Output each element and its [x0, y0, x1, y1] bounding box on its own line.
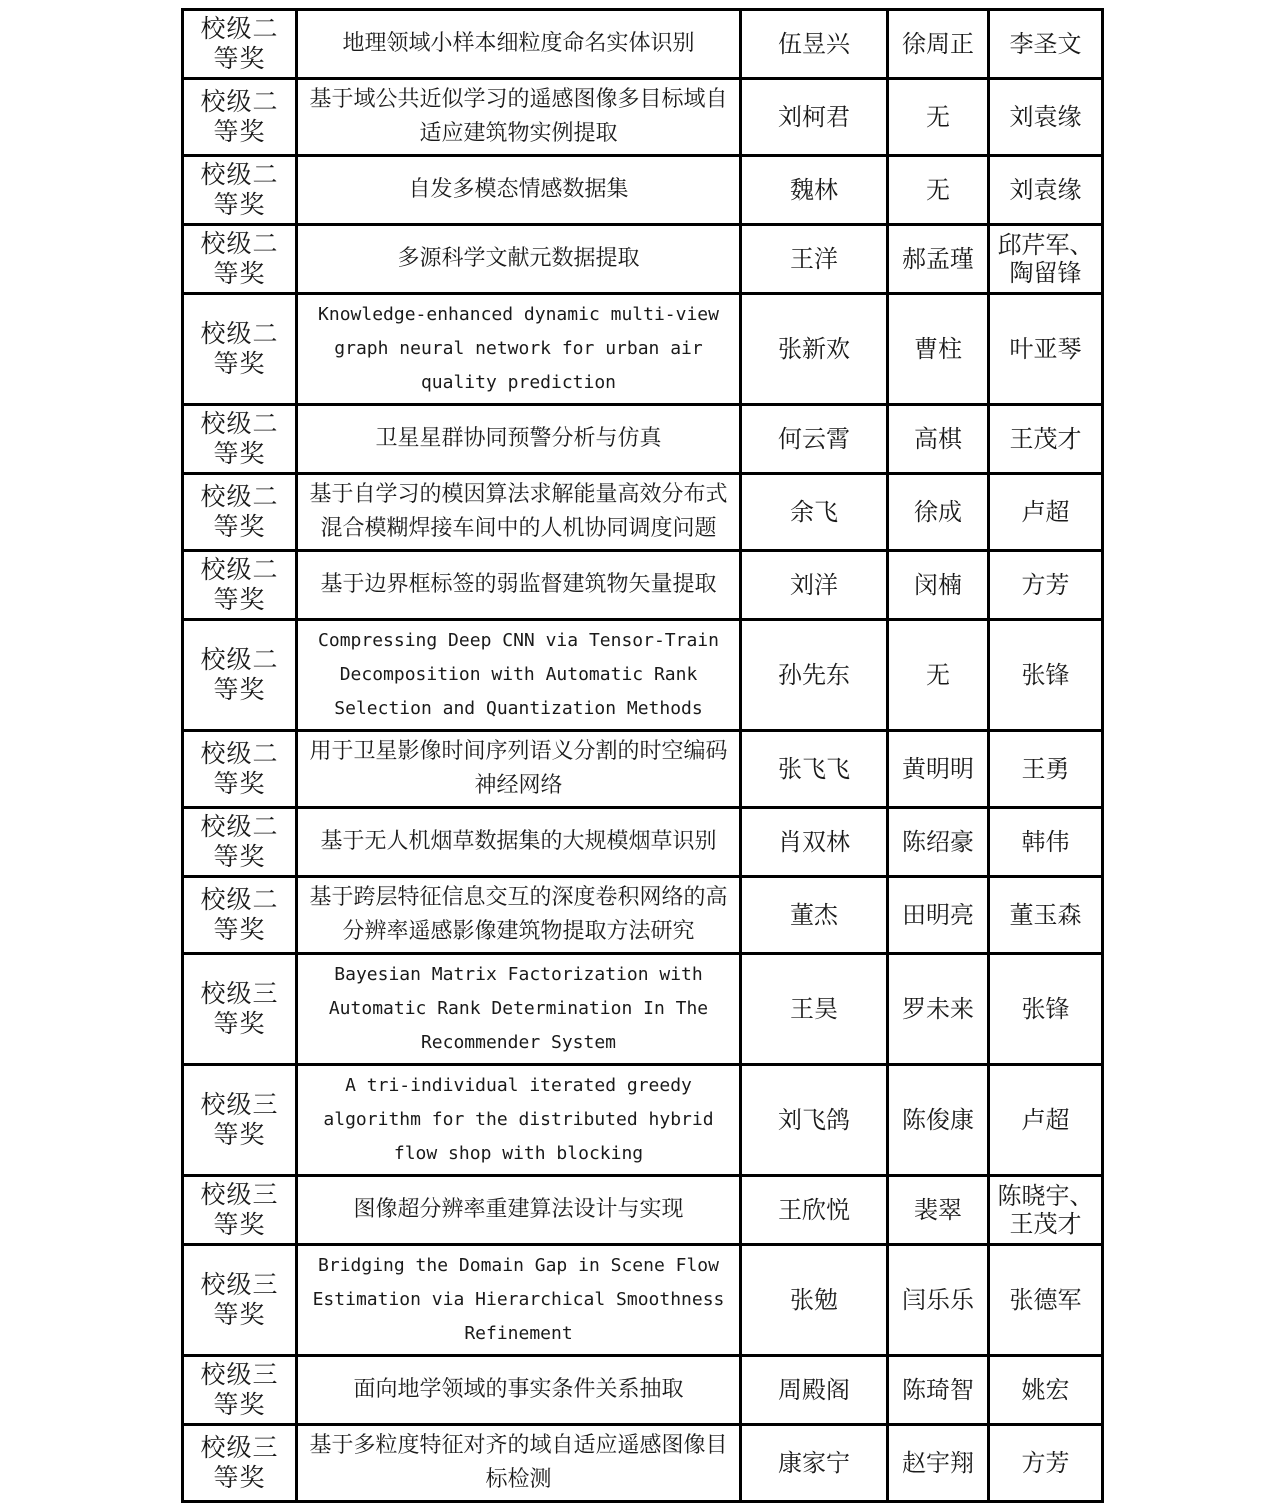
award-level-cell: 校级二等奖 [183, 156, 297, 225]
advisor-cell: 王茂才 [989, 405, 1103, 474]
table-row [183, 620, 1103, 731]
advisor-cell: 董玉森 [989, 877, 1103, 954]
thesis-title-cell: 面向地学领域的事实条件关系抽取 [297, 1356, 741, 1425]
award-level-cell: 校级二等奖 [183, 808, 297, 877]
member-cell: 赵宇翔 [888, 1425, 989, 1502]
student-cell: 周殿阁 [741, 1356, 888, 1425]
table-row [183, 79, 1103, 156]
thesis-title-cell: 基于跨层特征信息交互的深度卷积网络的高分辨率遥感影像建筑物提取方法研究 [297, 877, 741, 954]
table-row [183, 731, 1103, 808]
thesis-title-cell: 多源科学文献元数据提取 [297, 225, 741, 294]
member-cell: 徐成 [888, 474, 989, 551]
thesis-title-cell: 基于域公共近似学习的遥感图像多目标域自适应建筑物实例提取 [297, 79, 741, 156]
student-cell: 王昊 [741, 954, 888, 1065]
award-level-cell: 校级二等奖 [183, 731, 297, 808]
award-level-cell: 校级三等奖 [183, 1065, 297, 1176]
student-cell: 董杰 [741, 877, 888, 954]
thesis-title-cell: Bridging the Domain Gap in Scene Flow Estimation via Hierarchical Smoothness Refinement [297, 1245, 741, 1356]
student-cell: 王欣悦 [741, 1176, 888, 1245]
award-level-cell: 校级三等奖 [183, 1245, 297, 1356]
awards-table [181, 8, 1104, 1503]
award-level-cell: 校级二等奖 [183, 294, 297, 405]
award-level-cell: 校级二等奖 [183, 10, 297, 79]
student-cell: 张飞飞 [741, 731, 888, 808]
member-cell: 陈俊康 [888, 1065, 989, 1176]
table-row [183, 808, 1103, 877]
advisor-cell: 叶亚琴 [989, 294, 1103, 405]
member-cell: 闵楠 [888, 551, 989, 620]
thesis-title-cell: 基于自学习的模因算法求解能量高效分布式混合模糊焊接车间中的人机协同调度问题 [297, 474, 741, 551]
table-row [183, 10, 1103, 79]
member-cell: 裴翠 [888, 1176, 989, 1245]
member-cell: 无 [888, 156, 989, 225]
member-cell: 徐周正 [888, 10, 989, 79]
award-level-cell: 校级二等奖 [183, 474, 297, 551]
advisor-cell: 张锋 [989, 954, 1103, 1065]
member-cell: 曹柱 [888, 294, 989, 405]
student-cell: 张新欢 [741, 294, 888, 405]
member-cell: 高棋 [888, 405, 989, 474]
advisor-cell: 李圣文 [989, 10, 1103, 79]
award-level-cell: 校级二等奖 [183, 620, 297, 731]
member-cell: 田明亮 [888, 877, 989, 954]
table-row [183, 1176, 1103, 1245]
table-row [183, 405, 1103, 474]
member-cell: 罗未来 [888, 954, 989, 1065]
thesis-title-cell: Compressing Deep CNN via Tensor-Train Decomposition with Automatic Rank Selection and Quantization Methods [297, 620, 741, 731]
table-row [183, 954, 1103, 1065]
member-cell: 闫乐乐 [888, 1245, 989, 1356]
table-row [183, 1065, 1103, 1176]
advisor-cell: 刘袁缘 [989, 156, 1103, 225]
advisor-cell: 姚宏 [989, 1356, 1103, 1425]
table-row [183, 225, 1103, 294]
student-cell: 刘柯君 [741, 79, 888, 156]
table-row [183, 877, 1103, 954]
thesis-title-cell: 卫星星群协同预警分析与仿真 [297, 405, 741, 474]
award-level-cell: 校级三等奖 [183, 1356, 297, 1425]
table-row [183, 1356, 1103, 1425]
advisor-cell: 卢超 [989, 1065, 1103, 1176]
award-level-cell: 校级三等奖 [183, 1176, 297, 1245]
thesis-title-cell: 图像超分辨率重建算法设计与实现 [297, 1176, 741, 1245]
award-level-cell: 校级二等奖 [183, 79, 297, 156]
advisor-cell: 卢超 [989, 474, 1103, 551]
advisor-cell: 张锋 [989, 620, 1103, 731]
student-cell: 伍昱兴 [741, 10, 888, 79]
student-cell: 孙先东 [741, 620, 888, 731]
advisor-cell: 韩伟 [989, 808, 1103, 877]
student-cell: 何云霄 [741, 405, 888, 474]
student-cell: 王洋 [741, 225, 888, 294]
advisor-cell: 方芳 [989, 1425, 1103, 1502]
advisor-cell: 王勇 [989, 731, 1103, 808]
advisor-cell: 张德军 [989, 1245, 1103, 1356]
thesis-title-cell: 基于边界框标签的弱监督建筑物矢量提取 [297, 551, 741, 620]
thesis-title-cell: 用于卫星影像时间序列语义分割的时空编码神经网络 [297, 731, 741, 808]
award-level-cell: 校级三等奖 [183, 1425, 297, 1502]
award-level-cell: 校级二等奖 [183, 225, 297, 294]
member-cell: 无 [888, 620, 989, 731]
award-level-cell: 校级二等奖 [183, 551, 297, 620]
table-row [183, 551, 1103, 620]
member-cell: 陈绍豪 [888, 808, 989, 877]
student-cell: 余飞 [741, 474, 888, 551]
advisor-cell: 邱芹军、陶留锋 [989, 225, 1103, 294]
award-level-cell: 校级二等奖 [183, 405, 297, 474]
student-cell: 康家宁 [741, 1425, 888, 1502]
member-cell: 陈琦智 [888, 1356, 989, 1425]
member-cell: 黄明明 [888, 731, 989, 808]
advisor-cell: 方芳 [989, 551, 1103, 620]
table-row [183, 294, 1103, 405]
table-row [183, 156, 1103, 225]
thesis-title-cell: 自发多模态情感数据集 [297, 156, 741, 225]
thesis-title-cell: 基于多粒度特征对齐的域自适应遥感图像目标检测 [297, 1425, 741, 1502]
thesis-title-cell: 地理领域小样本细粒度命名实体识别 [297, 10, 741, 79]
award-level-cell: 校级二等奖 [183, 877, 297, 954]
table-row [183, 1425, 1103, 1502]
advisor-cell: 刘袁缘 [989, 79, 1103, 156]
advisor-cell: 陈晓宇、王茂才 [989, 1176, 1103, 1245]
student-cell: 张勉 [741, 1245, 888, 1356]
student-cell: 肖双林 [741, 808, 888, 877]
thesis-title-cell: A tri-individual iterated greedy algorithm for the distributed hybrid flow shop with blocking [297, 1065, 741, 1176]
thesis-title-cell: 基于无人机烟草数据集的大规模烟草识别 [297, 808, 741, 877]
student-cell: 刘飞鸽 [741, 1065, 888, 1176]
student-cell: 刘洋 [741, 551, 888, 620]
member-cell: 无 [888, 79, 989, 156]
student-cell: 魏林 [741, 156, 888, 225]
table-row [183, 474, 1103, 551]
member-cell: 郝孟瑾 [888, 225, 989, 294]
thesis-title-cell: Bayesian Matrix Factorization with Automatic Rank Determination In The Recommender System [297, 954, 741, 1065]
table-row [183, 1245, 1103, 1356]
thesis-title-cell: Knowledge-enhanced dynamic multi-view graph neural network for urban air quality prediction [297, 294, 741, 405]
award-level-cell: 校级三等奖 [183, 954, 297, 1065]
